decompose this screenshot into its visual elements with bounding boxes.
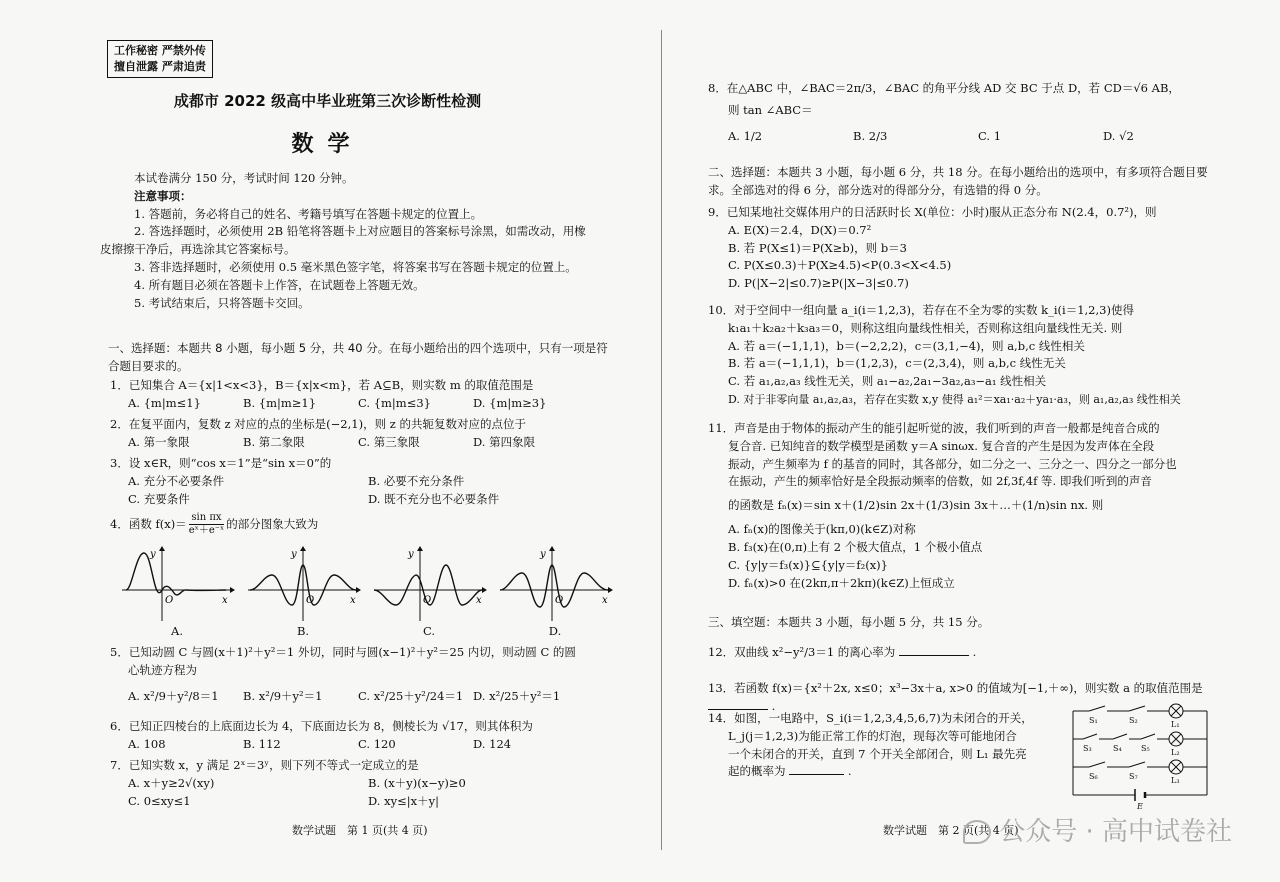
q4a-x-label: x [222, 595, 228, 606]
q11-option-c: C. {y|y＝f₃(x)}⊆{y|y＝f₂(x)} [728, 557, 888, 572]
q1-stem: 1．已知集合 A＝{x|1<x<3}，B＝{x|x<m}，若 A⊆B，则实数 m 的取值范围是 [110, 378, 534, 392]
subject-title: 数学 [291, 132, 364, 157]
q4-graph-a-label: A. [171, 624, 183, 638]
q3-stem: 3．设 x∈R，则“cos x＝1”是“sin x＝0”的 [110, 456, 332, 470]
q11-stem-5: 的函数是 fₙ(x)＝sin x＋(1/2)sin 2x＋(1/3)sin 3x＋…＋(1/n)sin nx. 则 [728, 498, 1104, 513]
q7-option-c: C. 0≤xy≤1 [128, 793, 191, 808]
wechat-icon [963, 820, 991, 844]
switch-s1-label: S₁ [1089, 716, 1098, 725]
question-5 [110, 644, 610, 705]
q13-answer-blank [708, 699, 768, 710]
q4b-x-label: x [350, 595, 356, 606]
q6-option-b: B. 112 [243, 736, 281, 751]
q5-option-b: B. x²/9＋y²＝1 [243, 688, 323, 703]
switch-s5-label: S₅ [1141, 744, 1150, 753]
q8-stem-1: 8．在△ABC 中，∠BAC＝2π/3，∠BAC 的角平分线 AD 交 BC 于点 D，若 CD＝√6 AB， [708, 81, 1180, 95]
q11-stem-3: 振动，产生频率为 f 的基音的同时，其各部分，如二分之一、三分之一、四分之一部分也 [728, 456, 1177, 471]
q6-option-d: D. 124 [473, 736, 512, 751]
q13-stem: 13．若函数 f(x)＝{x²＋2x, x≤0；x³−3x＋a, x>0 的值域为[−1,＋∞)，则实数 a 的取值范围是 [708, 681, 1203, 695]
note-5: 5. 考试结束后，只将答题卡交回。 [134, 295, 310, 310]
page-2-footer: 数学试题 第 2 页(共 4 页) [883, 824, 1019, 837]
q5-stem-1: 5．已知动圆 C 与圆(x＋1)²＋y²＝1 外切，同时与圆(x−1)²＋y²＝25 内切，则动圆 C 的圆 [110, 645, 576, 659]
q4-graph-b-label: B. [296, 624, 310, 638]
q14-stem-end: . [847, 764, 852, 779]
question-6 [110, 718, 588, 754]
section-3-heading: 三、填空题：本题共 3 小题，每小题 5 分，共 15 分。 [708, 615, 990, 629]
page-divider [661, 30, 662, 850]
battery-e-label: E [1137, 802, 1143, 811]
q4a-y-label: y [150, 549, 156, 560]
note-3: 3. 答非选择题时，必须使用 0.5 毫米黑色签字笔，将答案书写在答题卡规定的位置上。 [134, 260, 577, 275]
q2-option-d: D. 第四象限 [473, 434, 536, 449]
note-4: 4. 所有题目必须在答题卡上作答，在试题卷上答题无效。 [134, 277, 425, 292]
q4d-y-label: y [540, 549, 546, 560]
q11-stem-4: 在振动，产生的频率恰好是全段振动频率的倍数，如 2f,3f,4f 等. 即我们听到的声音 [728, 474, 1152, 489]
question-12 [708, 644, 1248, 662]
question-7 [110, 757, 608, 810]
section-2-line-1: 二、选择题：本题共 3 小题，每小题 6 分，共 18 分。在每小题给出的选项中，有多项符合题目要 [708, 165, 1208, 179]
q4-fraction-numerator: sin πx [191, 512, 222, 523]
stamp-line-2: 擅自泄露 严肃追责 [114, 59, 206, 73]
q10-option-c: C. 若 a₁,a₂,a₃ 线性无关，则 a₁−a₂,2a₁−3a₂,a₃−a₁ 线性相关 [728, 374, 1047, 389]
question-3 [110, 455, 608, 508]
q4c-y-label: y [408, 549, 414, 560]
q4-stem-a: 4．函数 f(x)＝ [110, 516, 187, 531]
note-1: 1. 答题前，务必将自己的姓名、考籍号填写在答题卡规定的位置上。 [134, 206, 483, 221]
question-8 [708, 80, 1248, 145]
q6-stem: 6．已知正四棱台的上底面边长为 4，下底面边长为 8，侧棱长为 √17，则其体积为 [110, 719, 533, 733]
q8-option-a: A. 1/2 [728, 128, 763, 143]
switch-s2-label: S₂ [1129, 716, 1138, 725]
q8-option-c: C. 1 [978, 128, 1002, 143]
q1-option-c: C. {m|m≤3} [358, 395, 431, 410]
q3-option-d: D. 既不充分也不必要条件 [368, 491, 500, 506]
section-2-line-2: 求。全部选对的得 6 分，部分选对的得部分分，有选错的得 0 分。 [708, 182, 1048, 197]
watermark-text: 公众号 · 高中试卷社 [999, 817, 1232, 847]
switch-s4-label: S₄ [1113, 744, 1122, 753]
stamp-line-1: 工作秘密 严禁外传 [114, 44, 206, 57]
q14-answer-blank [789, 764, 844, 775]
section-2-heading [708, 164, 1248, 200]
lamp-l1-label: L₁ [1171, 720, 1180, 729]
notes-heading: 注意事项： [134, 188, 192, 203]
q10-option-d: D. 对于非零向量 a₁,a₂,a₃，若存在实数 x,y 使得 a₁²＝xa₁·a₂＋ya₁·a₃，则 a₁,a₂,a₃ 线性相关 [728, 393, 1181, 407]
q9-stem: 9．已知某地社交媒体用户的日活跃时长 X(单位：小时)服从正态分布 N(2.4，0.7²)，则 [708, 205, 1157, 219]
q4-stem-b: 的部分图象大致为 [226, 516, 319, 531]
q9-option-a: A. E(X)＝2.4，D(X)＝0.7² [728, 222, 872, 237]
note-2-cont: 皮擦擦干净后，再选涂其它答案标号。 [100, 242, 296, 257]
q14-stem-2: L_j(j＝1,2,3)为能正常工作的灯泡，现每次等可能地闭合 [728, 728, 1017, 743]
q11-stem-2: 复合音. 已知纯音的数学模型是函数 y＝A sinωx. 复合音的产生是因为发声体在全段 [728, 438, 1155, 453]
intro-line: 本试卷满分 150 分，考试时间 120 分钟。 [134, 171, 354, 185]
q10-stem-2: k₁a₁＋k₂a₂＋k₃a₃＝0，则称这组向量线性相关，否则称这组向量线性无关. 则 [728, 320, 1123, 335]
q4-fraction-denominator: eˣ＋e⁻ˣ [188, 525, 225, 536]
q5-stem-2: 心轨迹方程为 [128, 662, 197, 677]
q4-graph-c [370, 545, 488, 641]
q8-stem-2: 则 tan ∠ABC＝ [728, 102, 813, 117]
switch-s7-label: S₇ [1129, 772, 1138, 781]
q4-graph-b [244, 545, 362, 641]
q4-graph-c-label: C. [422, 624, 436, 638]
q2-option-c: C. 第三象限 [358, 434, 420, 449]
q4-graph-d-label: D. [548, 624, 562, 638]
q4d-origin-label: O [555, 595, 564, 606]
q13-stem-end: . [771, 698, 776, 713]
q14-stem-3: 一个未闭合的开关，直到 7 个开关全部闭合，则 L₁ 最先亮 [728, 746, 1027, 761]
q4c-origin-label: O [423, 595, 432, 606]
q14-stem-1: 14．如图，一电路中，S_i(i＝1,2,3,4,5,6,7)为未闭合的开关， [708, 711, 1033, 725]
question-2 [110, 416, 588, 452]
question-10 [708, 302, 1253, 408]
q12-stem: 12．双曲线 x²−y²/3＝1 的离心率为 [708, 645, 896, 659]
question-4-stem [110, 512, 318, 537]
q9-option-d: D. P(|X−2|≤0.7)≥P(|X−3|≤0.7) [728, 276, 909, 291]
q4-graph-d [496, 545, 614, 641]
q3-option-b: B. 必要不充分条件 [368, 473, 465, 488]
question-14 [708, 710, 1068, 781]
question-11 [708, 420, 1253, 592]
question-9 [708, 204, 1248, 293]
section-1-line-2: 合题目要求的。 [108, 358, 189, 373]
q4-graph-options [118, 545, 614, 641]
q4c-x-label: x [476, 595, 482, 606]
note-2: 2. 答选择题时，必须使用 2B 铅笔将答题卡上对应题目的答案标号涂黑，如需改动，用橡 [134, 224, 586, 239]
q7-option-b: B. (x＋y)(x−y)≥0 [368, 775, 466, 790]
q14-stem-4: 起的概率为 [728, 764, 786, 779]
question-1 [110, 377, 588, 413]
q7-option-a: A. x＋y≥2√(xy) [128, 775, 215, 790]
q5-option-c: C. x²/25＋y²/24＝1 [358, 688, 464, 703]
q4b-y-label: y [291, 549, 297, 560]
q9-option-b: B. 若 P(X≤1)＝P(X≥b)，则 b＝3 [728, 240, 907, 255]
q11-option-b: B. f₃(x)在(0,π)上有 2 个极大值点，1 个极小值点 [728, 539, 983, 554]
q1-option-d: D. {m|m≥3} [473, 395, 547, 410]
q4a-origin-label: O [165, 595, 174, 606]
switch-s6-label: S₆ [1089, 772, 1098, 781]
q8-option-b: B. 2/3 [853, 128, 888, 143]
q2-option-a: A. 第一象限 [128, 434, 190, 449]
q1-option-a: A. {m|m≤1} [128, 395, 201, 410]
q1-option-b: B. {m|m≥1} [243, 395, 317, 410]
section-1-heading [108, 340, 618, 376]
q5-option-d: D. x²/25＋y²＝1 [473, 688, 561, 703]
page-1-footer: 数学试题 第 1 页(共 4 页) [292, 824, 428, 837]
q12-answer-blank [899, 645, 969, 656]
q5-option-a: A. x²/9＋y²/8＝1 [128, 688, 219, 703]
q4-graph-a [118, 545, 236, 641]
switch-s3-label: S₃ [1083, 744, 1092, 753]
exam-title: 成都市 2022 级高中毕业班第三次诊断性检测 [173, 92, 482, 110]
q6-option-a: A. 108 [128, 736, 166, 751]
q10-option-a: A. 若 a＝(−1,1,1)，b＝(−2,2,2)，c＝(3,1,−4)，则 a,b,c 线性相关 [728, 338, 1085, 353]
q12-stem-end: . [972, 645, 977, 659]
q3-option-a: A. 充分不必要条件 [128, 473, 225, 488]
q11-option-d: D. fₙ(x)>0 在(2kπ,π＋2kπ)(k∈Z)上恒成立 [728, 575, 955, 590]
q2-option-b: B. 第二象限 [243, 434, 305, 449]
q11-option-a: A. fₙ(x)的图像关于(kπ,0)(k∈Z)对称 [728, 522, 916, 537]
q2-stem: 2．在复平面内，复数 z 对应的点的坐标是(−2,1)，则 z 的共轭复数对应的点位于 [110, 417, 526, 431]
confidential-stamp [107, 40, 213, 78]
q10-option-b: B. 若 a＝(−1,1,1)，b＝(1,2,3)，c＝(2,3,4)，则 a,b,c 线性无关 [728, 356, 1066, 371]
lamp-l2-label: L₂ [1171, 748, 1180, 757]
watermark [963, 812, 1232, 852]
q4d-x-label: x [602, 595, 608, 606]
q7-option-d: D. xy≤|x＋y| [368, 793, 439, 808]
lamp-l3-label: L₃ [1171, 776, 1180, 785]
q9-option-c: C. P(X≤0.3)＋P(X≥4.5)<P(0.3<X<4.5) [728, 258, 952, 273]
q7-stem: 7．已知实数 x，y 满足 2ˣ＝3ʸ，则下列不等式一定成立的是 [110, 758, 419, 772]
q4b-origin-label: O [306, 595, 315, 606]
circuit-diagram [1065, 703, 1215, 811]
q8-option-d: D. √2 [1103, 128, 1134, 143]
q6-option-c: C. 120 [358, 736, 396, 751]
q3-option-c: C. 充要条件 [128, 491, 190, 506]
section-1-line-1: 一、选择题：本题共 8 小题，每小题 5 分，共 40 分。在每小题给出的四个选项中，只有一项是符 [108, 341, 608, 355]
instructions [100, 170, 608, 313]
q10-stem-1: 10．对于空间中一组向量 a_i(i＝1,2,3)，若存在不全为零的实数 k_i(i＝1,2,3)使得 [708, 303, 1134, 317]
q11-stem-1: 11．声音是由于物体的振动产生的能引起听觉的波，我们听到的声音一般都是纯音合成的 [708, 421, 1160, 435]
